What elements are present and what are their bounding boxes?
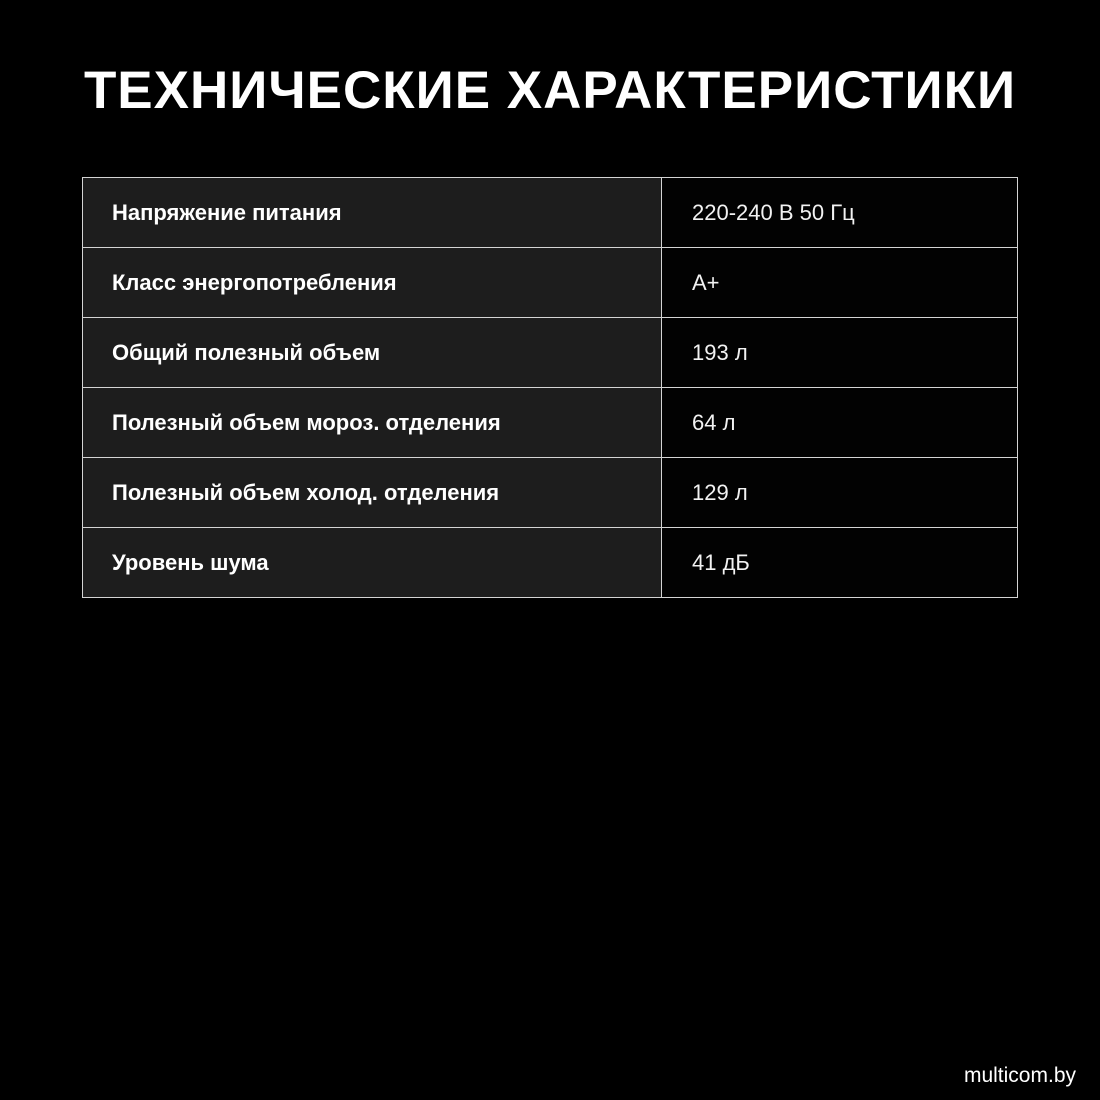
spec-value: А+ — [662, 248, 1017, 317]
page-title: ТЕХНИЧЕСКИЕ ХАРАКТЕРИСТИКИ — [83, 61, 1017, 120]
spec-label: Напряжение питания — [83, 178, 662, 247]
spec-row-fridge-volume — [83, 458, 1017, 528]
spec-label: Класс энергопотребления — [83, 248, 662, 317]
spec-label: Уровень шума — [83, 528, 662, 597]
spec-label: Общий полезный объем — [83, 318, 662, 387]
spec-label: Полезный объем мороз. отделения — [83, 388, 662, 457]
spec-row-energy-class — [83, 248, 1017, 318]
spec-row-noise-level — [83, 528, 1017, 597]
spec-value: 64 л — [662, 388, 1017, 457]
spec-label: Полезный объем холод. отделения — [83, 458, 662, 527]
spec-value: 129 л — [662, 458, 1017, 527]
spec-value: 193 л — [662, 318, 1017, 387]
spec-row-total-volume — [83, 318, 1017, 388]
specs-table — [82, 177, 1018, 598]
spec-row-voltage — [83, 178, 1017, 248]
watermark: multicom.by — [963, 1064, 1076, 1087]
spec-value: 41 дБ — [662, 528, 1017, 597]
spec-value: 220-240 В 50 Гц — [662, 178, 1017, 247]
spec-row-freezer-volume — [83, 388, 1017, 458]
